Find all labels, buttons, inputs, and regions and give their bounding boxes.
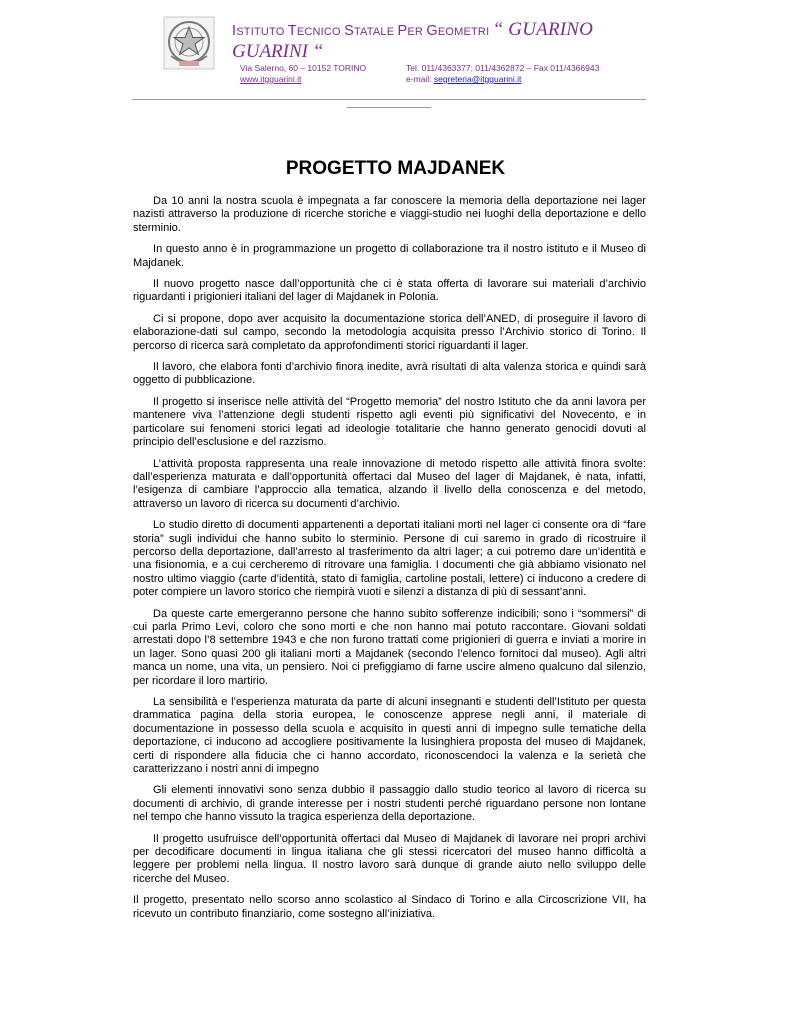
- paragraph: Gli elementi innovativi sono senza dubbio il passaggio dallo studio teorico al lavoro di ricerca su documenti di archivio, di grande interesse per i nostri studenti perché riguardano persone non lontane nel tempo che hanno vissuto la tragica esperienza della deportazione.: [133, 784, 646, 824]
- document-title: PROGETTO MAJDANEK: [285, 158, 506, 179]
- school-email-link[interactable]: segreteria@itgguarini.it: [433, 74, 522, 84]
- school-name-guarini: GUARINI “: [232, 41, 324, 62]
- school-contacts: [240, 63, 660, 85]
- paragraph: Ci si propone, dopo aver acquisito la documentazione storica dell’ANED, di proseguire il lavoro di elaborazione-dati sul campo, secondo la metodologia acquisita presso l’Archivio storico di Torino. Il percorso di ricerca sarà completato da approfondimenti storici riguardanti il lager.: [133, 312, 646, 352]
- paragraph: Lo studio diretto di documenti appartenenti a deportati italiani morti nel lager ci consente ora di “fare storia” sugli individui che hanno subito lo sterminio. Persone di cui saremo in grado di ricostruire il percorso della deportazione, dall’arresto al trasferimento da altri lager; a cui potremo dare un’identità e una fisionomia, e a cui cercheremo di ritrovare una famiglia. I documenti che già abbiamo visionato nel nostro ultimo viaggio (carte d’identità, stato di famiglia, cartoline postali, lettere) ci inducono a credere di poter compiere un lavoro storico che riempirà vuoti e silenzi a distanza di più di sessant’anni.: [133, 519, 646, 599]
- school-name: [232, 20, 652, 42]
- header-short-divider: [347, 107, 431, 108]
- school-phone-fax: Tel. 011/4363377; 011/4362872 – Fax 011/4366943: [406, 63, 600, 73]
- paragraph: Il progetto si inserisce nelle attività del “Progetto memoria” del nostro Istituto che da anni lavora per mantenere viva l’attenzione degli studenti rispetto agli eventi più significativi del Novecento, e in particolare sui fenomeni storici legati ad ideologie totalitarie che hanno generato genocidi dovuti al principio dell’esclusione e del razzismo.: [133, 395, 646, 449]
- paragraph: In questo anno è in programmazione un progetto di collaborazione tra il nostro istituto e il Museo di Majdanek.: [133, 243, 646, 269]
- paragraph: La sensibilità e l’esperienza maturata da parte di alcuni insegnanti e studenti dell’Istituto per questa drammatica pagina della storia europea, le conoscenze apprese negli anni, il materiale di documentazione in possesso della scuola e acquisito in questi anni di impegno sulle tematiche della deportazione, ci inducono ad accogliere positivamente la lusinghiera proposta del museo di Majdanek, certi di rispondere alla fiducia che ci hanno accordato, riconoscendoci la valenza e la serietà che caratterizzano i nostri anni di impegno: [133, 696, 646, 776]
- header-divider: [132, 99, 646, 100]
- school-header: [232, 20, 652, 63]
- paragraph: Il progetto usufruisce dell’opportunità offertaci dal Museo di Majdanek di lavorare nei propri archivi per decodificare documenti in lingua italiana che gli stessi ricercatori del museo hanno difficoltà a leggere per problemi nella lingua. Il nostro lavoro sarà dunque di grande aiuto nello sviluppo delle ricerche del Museo.: [133, 832, 646, 885]
- paragraph: Il nuovo progetto nasce dall’opportunità che ci è stata offerta di lavorare sui materiali d’archivio riguardanti i prigionieri italiani del lager di Majdanek in Polonia.: [133, 278, 646, 304]
- paragraph: Da 10 anni la nostra scuola è impegnata a far conoscere la memoria della deportazione nei lager nazisti attraverso la produzione di ricerche storiche e viaggi-studio nei luoghi della deportazione e dello sterminio.: [133, 195, 646, 234]
- school-website-link[interactable]: www.itgguarini.it: [240, 74, 302, 84]
- paragraph: Da queste carte emergeranno persone che hanno subito sofferenze indicibili; sono i “sommersi” di cui parla Primo Levi, coloro che sono morti e che non hanno mai potuto raccontare. Giovani soldati arrestati dopo l’8 settembre 1943 e che non furono trattati come prigionieri di guerra e inviati a morire in un lager. Sono quasi 200 gli italiani morti a Majdanek (secondo l’elenco fornitoci dal museo). Agli altri manca un nome, una vita, un pensiero. Noi ci prefiggiamo di farne uscire almeno qualcuno dal silenzio, per ricordare il loro martirio.: [133, 607, 646, 687]
- italian-republic-emblem-icon: [163, 16, 215, 70]
- document-body: [133, 195, 646, 929]
- paragraph: Il progetto, presentato nello scorso anno scolastico al Sindaco di Torino e alla Circoscrizione VII, ha ricevuto un contributo finanziario, come sostegno all’iniziativa.: [133, 894, 646, 920]
- school-address: Via Salerno, 60 – 10152 TORINO: [240, 63, 367, 73]
- school-email: [406, 74, 521, 85]
- school-name-guarino: “ GUARINO: [492, 19, 594, 40]
- paragraph: L’attività proposta rappresenta una reale innovazione di metodo rispetto alle attività finora svolte: dall’esperienza maturata e dall’opportunità offertaci dal Museo del lager di Majdanek, è nata, infatti, l’esigenza di cambiare l’approccio alla tematica, alzando il livello della conoscenza e del metodo, attraverso un lavoro di ricerca su documenti d’archivio.: [133, 457, 646, 510]
- paragraph: Il lavoro, che elabora fonti d’archivio finora inedite, avrà risultati di alta valenza storica e quindi sarà oggetto di pubblicazione.: [133, 361, 646, 387]
- email-label: e-mail:: [406, 74, 434, 84]
- school-name-small-caps: ISTITUTO TECNICO STATALE PER GEOMETRI: [232, 23, 490, 39]
